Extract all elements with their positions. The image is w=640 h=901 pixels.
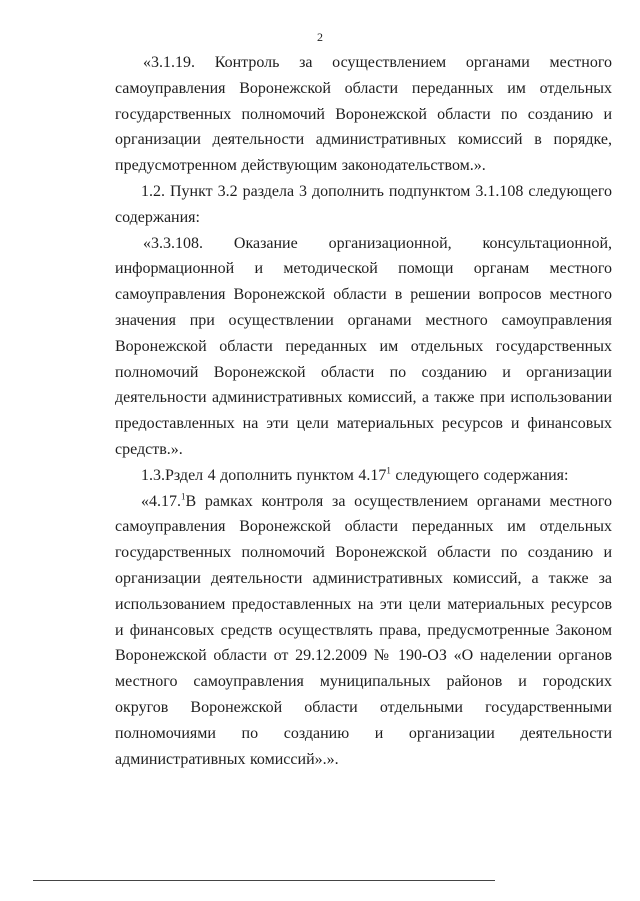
paragraph-1-2: 1.2. Пункт 3.2 раздела 3 дополнить подпунктом 3.1.108 следующего содержания:	[115, 182, 612, 226]
footer-divider	[33, 880, 495, 881]
paragraph-1-3-tail: следующего содержания:	[390, 466, 569, 484]
document-body	[115, 50, 612, 772]
paragraph-3-1-19: «3.1.19. Контроль за осуществлением органами местного самоуправления Воронежской области переданных им отдельных государственных полномочий Воронежской области по созданию и организации деятельности административных комиссий в порядке, предусмотренном действующим законодательством.».	[115, 54, 612, 175]
paragraph-1-3	[115, 463, 612, 489]
superscript-mark: 1	[181, 491, 186, 502]
paragraph-3-3-108: «3.3.108. Оказание организационной, консультационной, информационной и методической помощи органам местного самоуправления Воронежской области в решении вопросов местного значения при осуществлении органами местного самоуправления Воронежской области переданных им отдельных государственных полномочий Воронежской области по созданию и организации деятельности административных комиссий, а также при использовании предоставленных на эти цели материальных ресурсов и финансовых средств.».	[115, 234, 612, 458]
page-number: 2	[317, 30, 323, 44]
paragraph-1-3-text: 1.3.Рздел 4 дополнить пунктом 4.17	[141, 466, 387, 484]
paragraph-4-17-number: «4.17.	[141, 492, 181, 510]
superscript-mark: 1	[386, 465, 391, 476]
paragraph-4-17-text: В рамках контроля за осуществлением органами местного самоуправления Воронежской области переданных им отдельных государственных полномочий Воронежской области по созданию и организации деятельности административных комиссий, а также за использованием предоставленных на эти цели материальных ресурсов и финансовых средств осуществлять права, предусмотренные Законом Воронежской области от 29.12.2009 № 190-ОЗ «О наделении органов местного самоуправления муниципальных районов и городских округов Воронежской области отдельными государственными полномочиями по созданию и организации деятельности административных комиссий».».	[115, 492, 612, 768]
paragraph-4-17-1	[115, 489, 612, 773]
